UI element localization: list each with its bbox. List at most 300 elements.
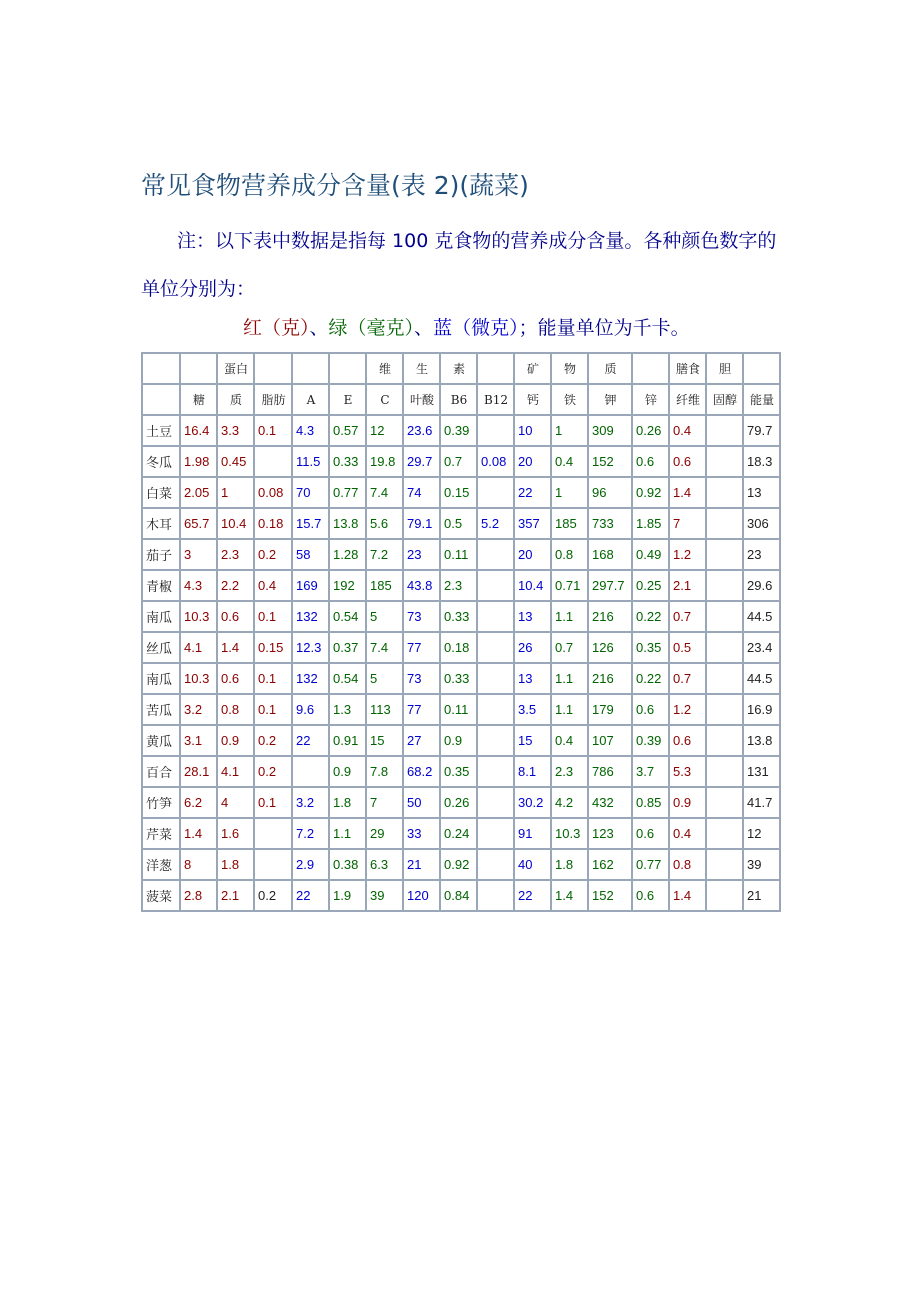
- value-cell: 23: [743, 539, 780, 570]
- value-cell: 0.49: [632, 539, 669, 570]
- value-cell: 0.7: [669, 663, 706, 694]
- value-cell: 28.1: [180, 756, 217, 787]
- value-cell: 73: [403, 663, 440, 694]
- value-cell: 0.33: [440, 601, 477, 632]
- value-cell: 7.2: [366, 539, 403, 570]
- value-cell: 0.37: [329, 632, 366, 663]
- value-cell: 2.2: [217, 570, 254, 601]
- table-row: [142, 725, 780, 756]
- unit-energy-note: ；能量单位为千卡。: [518, 317, 690, 339]
- value-cell: [706, 446, 743, 477]
- value-cell: 4.2: [551, 787, 588, 818]
- value-cell: 0.77: [329, 477, 366, 508]
- value-cell: 0.15: [440, 477, 477, 508]
- value-cell: 2.9: [292, 849, 329, 880]
- value-cell: 0.7: [440, 446, 477, 477]
- value-cell: 33: [403, 818, 440, 849]
- value-cell: 185: [366, 570, 403, 601]
- value-cell: 41.7: [743, 787, 780, 818]
- unit-red-label: 红（克）: [243, 317, 310, 339]
- value-cell: 4: [217, 787, 254, 818]
- value-cell: 179: [588, 694, 632, 725]
- header-cell: [142, 384, 180, 415]
- value-cell: 91: [514, 818, 551, 849]
- value-cell: 30.2: [514, 787, 551, 818]
- value-cell: 0.6: [217, 601, 254, 632]
- food-name-cell: 南瓜: [142, 663, 180, 694]
- unit-blue-label: 蓝（微克）: [433, 317, 519, 339]
- value-cell: 13.8: [329, 508, 366, 539]
- value-cell: [254, 818, 292, 849]
- value-cell: 11.5: [292, 446, 329, 477]
- value-cell: 2.8: [180, 880, 217, 911]
- value-cell: 68.2: [403, 756, 440, 787]
- value-cell: 2.3: [217, 539, 254, 570]
- value-cell: 0.2: [254, 756, 292, 787]
- header-cell: 膳食: [669, 353, 706, 384]
- value-cell: 10.3: [180, 663, 217, 694]
- header-cell: [743, 353, 780, 384]
- value-cell: 0.26: [632, 415, 669, 446]
- value-cell: 58: [292, 539, 329, 570]
- value-cell: 40: [514, 849, 551, 880]
- value-cell: 0.7: [669, 601, 706, 632]
- value-cell: 126: [588, 632, 632, 663]
- value-cell: 3.1: [180, 725, 217, 756]
- value-cell: 0.8: [217, 694, 254, 725]
- value-cell: 13: [514, 601, 551, 632]
- value-cell: [477, 601, 514, 632]
- food-name-cell: 青椒: [142, 570, 180, 601]
- value-cell: 0.1: [254, 663, 292, 694]
- value-cell: 107: [588, 725, 632, 756]
- value-cell: 1.1: [551, 601, 588, 632]
- value-cell: 0.9: [217, 725, 254, 756]
- value-cell: 20: [514, 539, 551, 570]
- header-cell: [632, 353, 669, 384]
- header-cell: 能量: [743, 384, 780, 415]
- value-cell: 0.15: [254, 632, 292, 663]
- unit-separator: 、: [414, 317, 434, 339]
- value-cell: 77: [403, 694, 440, 725]
- value-cell: 9.6: [292, 694, 329, 725]
- value-cell: 5: [366, 663, 403, 694]
- nutrition-table-body: [142, 353, 780, 911]
- value-cell: 0.57: [329, 415, 366, 446]
- value-cell: 0.26: [440, 787, 477, 818]
- value-cell: 0.6: [632, 694, 669, 725]
- header-cell: [329, 353, 366, 384]
- value-cell: 1: [551, 477, 588, 508]
- value-cell: 73: [403, 601, 440, 632]
- header-cell: 质: [217, 384, 254, 415]
- food-name-cell: 黄瓜: [142, 725, 180, 756]
- value-cell: 0.4: [551, 446, 588, 477]
- value-cell: 21: [403, 849, 440, 880]
- value-cell: 8.1: [514, 756, 551, 787]
- value-cell: 79.1: [403, 508, 440, 539]
- value-cell: 1.28: [329, 539, 366, 570]
- page-title: 常见食物营养成分含量(表 2)(蔬菜): [141, 171, 529, 200]
- value-cell: 1.8: [551, 849, 588, 880]
- value-cell: 0.39: [632, 725, 669, 756]
- value-cell: 1.1: [551, 694, 588, 725]
- value-cell: 733: [588, 508, 632, 539]
- value-cell: 3.2: [180, 694, 217, 725]
- value-cell: 4.1: [217, 756, 254, 787]
- value-cell: 7: [669, 508, 706, 539]
- value-cell: 5.3: [669, 756, 706, 787]
- value-cell: 0.77: [632, 849, 669, 880]
- table-row: [142, 601, 780, 632]
- value-cell: 2.05: [180, 477, 217, 508]
- value-cell: [477, 756, 514, 787]
- value-cell: 5: [366, 601, 403, 632]
- unit-green-label: 绿（毫克）: [328, 317, 415, 339]
- value-cell: 1.6: [217, 818, 254, 849]
- header-cell: 矿: [514, 353, 551, 384]
- header-cell: B6: [440, 384, 477, 415]
- table-row: [142, 694, 780, 725]
- value-cell: 29: [366, 818, 403, 849]
- header-cell: 纤维: [669, 384, 706, 415]
- header-cell: 钾: [588, 384, 632, 415]
- value-cell: 77: [403, 632, 440, 663]
- header-cell: [254, 353, 292, 384]
- value-cell: 0.92: [440, 849, 477, 880]
- value-cell: 1.1: [551, 663, 588, 694]
- value-cell: 12.3: [292, 632, 329, 663]
- food-name-cell: 土豆: [142, 415, 180, 446]
- value-cell: 2.3: [551, 756, 588, 787]
- value-cell: [706, 694, 743, 725]
- value-cell: [706, 601, 743, 632]
- value-cell: 39: [366, 880, 403, 911]
- table-row: [142, 787, 780, 818]
- header-cell: [142, 353, 180, 384]
- value-cell: 0.54: [329, 663, 366, 694]
- note-text: 注：以下表中数据是指每 100 克食物的营养成分含量。各种颜色数字的单位分别为：: [141, 230, 777, 300]
- value-cell: 13: [514, 663, 551, 694]
- value-cell: 12: [366, 415, 403, 446]
- value-cell: [477, 787, 514, 818]
- table-row: [142, 849, 780, 880]
- value-cell: 15.7: [292, 508, 329, 539]
- header-cell: B12: [477, 384, 514, 415]
- value-cell: 22: [292, 880, 329, 911]
- value-cell: 6.2: [180, 787, 217, 818]
- value-cell: 4.3: [180, 570, 217, 601]
- value-cell: 786: [588, 756, 632, 787]
- value-cell: 7.4: [366, 632, 403, 663]
- food-name-cell: 菠菜: [142, 880, 180, 911]
- value-cell: 21: [743, 880, 780, 911]
- value-cell: 0.22: [632, 663, 669, 694]
- header-cell: 铁: [551, 384, 588, 415]
- value-cell: 10.4: [514, 570, 551, 601]
- value-cell: 0.8: [551, 539, 588, 570]
- value-cell: 0.54: [329, 601, 366, 632]
- value-cell: [477, 477, 514, 508]
- value-cell: 1.4: [669, 477, 706, 508]
- value-cell: 0.5: [669, 632, 706, 663]
- value-cell: [706, 477, 743, 508]
- value-cell: [254, 849, 292, 880]
- value-cell: 39: [743, 849, 780, 880]
- value-cell: 16.4: [180, 415, 217, 446]
- header-row-columns: [142, 384, 780, 415]
- value-cell: 0.24: [440, 818, 477, 849]
- value-cell: 162: [588, 849, 632, 880]
- value-cell: 50: [403, 787, 440, 818]
- value-cell: 0.2: [254, 880, 292, 911]
- header-cell: C: [366, 384, 403, 415]
- value-cell: 123: [588, 818, 632, 849]
- header-cell: A: [292, 384, 329, 415]
- food-name-cell: 苦瓜: [142, 694, 180, 725]
- value-cell: 432: [588, 787, 632, 818]
- value-cell: 0.33: [329, 446, 366, 477]
- header-cell: 钙: [514, 384, 551, 415]
- value-cell: 74: [403, 477, 440, 508]
- unit-separator: 、: [309, 317, 329, 339]
- value-cell: [706, 570, 743, 601]
- header-cell: 质: [588, 353, 632, 384]
- value-cell: 0.45: [217, 446, 254, 477]
- header-cell: 蛋白: [217, 353, 254, 384]
- value-cell: 113: [366, 694, 403, 725]
- value-cell: 152: [588, 446, 632, 477]
- value-cell: 0.2: [254, 725, 292, 756]
- header-cell: 脂肪: [254, 384, 292, 415]
- value-cell: 0.35: [632, 632, 669, 663]
- food-name-cell: 冬瓜: [142, 446, 180, 477]
- value-cell: 12: [743, 818, 780, 849]
- value-cell: 0.6: [632, 818, 669, 849]
- value-cell: [477, 880, 514, 911]
- value-cell: 0.4: [551, 725, 588, 756]
- value-cell: 185: [551, 508, 588, 539]
- value-cell: 0.2: [254, 539, 292, 570]
- value-cell: 309: [588, 415, 632, 446]
- value-cell: 10: [514, 415, 551, 446]
- value-cell: 13.8: [743, 725, 780, 756]
- value-cell: 15: [514, 725, 551, 756]
- food-name-cell: 芹菜: [142, 818, 180, 849]
- value-cell: 27: [403, 725, 440, 756]
- value-cell: 5.2: [477, 508, 514, 539]
- value-cell: [706, 880, 743, 911]
- value-cell: 29.6: [743, 570, 780, 601]
- value-cell: 216: [588, 601, 632, 632]
- food-name-cell: 木耳: [142, 508, 180, 539]
- value-cell: 1.98: [180, 446, 217, 477]
- value-cell: 0.71: [551, 570, 588, 601]
- value-cell: 132: [292, 601, 329, 632]
- value-cell: 16.9: [743, 694, 780, 725]
- value-cell: 96: [588, 477, 632, 508]
- table-row: [142, 539, 780, 570]
- value-cell: 1.8: [217, 849, 254, 880]
- value-cell: 10.3: [551, 818, 588, 849]
- value-cell: 44.5: [743, 663, 780, 694]
- value-cell: 0.4: [669, 415, 706, 446]
- value-cell: 20: [514, 446, 551, 477]
- value-cell: 0.39: [440, 415, 477, 446]
- value-cell: [706, 415, 743, 446]
- table-row: [142, 477, 780, 508]
- value-cell: 0.6: [217, 663, 254, 694]
- value-cell: 23: [403, 539, 440, 570]
- value-cell: 8: [180, 849, 217, 880]
- value-cell: 6.3: [366, 849, 403, 880]
- value-cell: 1.1: [329, 818, 366, 849]
- value-cell: 0.35: [440, 756, 477, 787]
- value-cell: 1.4: [180, 818, 217, 849]
- value-cell: 2.1: [217, 880, 254, 911]
- value-cell: 0.11: [440, 539, 477, 570]
- value-cell: [706, 818, 743, 849]
- value-cell: 22: [514, 477, 551, 508]
- value-cell: 0.08: [477, 446, 514, 477]
- units-legend: [243, 313, 690, 340]
- value-cell: 65.7: [180, 508, 217, 539]
- value-cell: 0.9: [440, 725, 477, 756]
- value-cell: 19.8: [366, 446, 403, 477]
- value-cell: 3.5: [514, 694, 551, 725]
- header-cell: 物: [551, 353, 588, 384]
- value-cell: 152: [588, 880, 632, 911]
- value-cell: 1.9: [329, 880, 366, 911]
- value-cell: 0.1: [254, 787, 292, 818]
- value-cell: [477, 570, 514, 601]
- header-cell: [292, 353, 329, 384]
- value-cell: 0.1: [254, 694, 292, 725]
- value-cell: 0.38: [329, 849, 366, 880]
- value-cell: 120: [403, 880, 440, 911]
- value-cell: 306: [743, 508, 780, 539]
- value-cell: 0.1: [254, 415, 292, 446]
- value-cell: [706, 539, 743, 570]
- table-row: [142, 508, 780, 539]
- value-cell: [477, 632, 514, 663]
- value-cell: [292, 756, 329, 787]
- value-cell: [706, 849, 743, 880]
- table-row: [142, 570, 780, 601]
- value-cell: [477, 849, 514, 880]
- table-row: [142, 632, 780, 663]
- value-cell: 1.85: [632, 508, 669, 539]
- value-cell: 297.7: [588, 570, 632, 601]
- header-row-group: [142, 353, 780, 384]
- value-cell: [477, 694, 514, 725]
- value-cell: 131: [743, 756, 780, 787]
- value-cell: 0.11: [440, 694, 477, 725]
- value-cell: 79.7: [743, 415, 780, 446]
- value-cell: 10.3: [180, 601, 217, 632]
- food-name-cell: 竹笋: [142, 787, 180, 818]
- value-cell: 5.6: [366, 508, 403, 539]
- value-cell: 0.6: [632, 446, 669, 477]
- value-cell: 29.7: [403, 446, 440, 477]
- header-cell: 素: [440, 353, 477, 384]
- value-cell: 2.1: [669, 570, 706, 601]
- food-name-cell: 白菜: [142, 477, 180, 508]
- value-cell: [706, 508, 743, 539]
- value-cell: 3: [180, 539, 217, 570]
- value-cell: 0.92: [632, 477, 669, 508]
- value-cell: 0.8: [669, 849, 706, 880]
- value-cell: 0.18: [440, 632, 477, 663]
- value-cell: 4.1: [180, 632, 217, 663]
- value-cell: 0.85: [632, 787, 669, 818]
- table-row: [142, 415, 780, 446]
- value-cell: 1.3: [329, 694, 366, 725]
- value-cell: 132: [292, 663, 329, 694]
- value-cell: 1.8: [329, 787, 366, 818]
- value-cell: 0.91: [329, 725, 366, 756]
- header-cell: [477, 353, 514, 384]
- value-cell: 0.9: [669, 787, 706, 818]
- value-cell: 1.4: [217, 632, 254, 663]
- value-cell: 22: [514, 880, 551, 911]
- value-cell: 2.3: [440, 570, 477, 601]
- value-cell: 0.18: [254, 508, 292, 539]
- value-cell: 0.1: [254, 601, 292, 632]
- value-cell: 0.4: [254, 570, 292, 601]
- value-cell: 1.4: [551, 880, 588, 911]
- value-cell: 216: [588, 663, 632, 694]
- value-cell: 0.08: [254, 477, 292, 508]
- value-cell: 7.8: [366, 756, 403, 787]
- value-cell: [477, 663, 514, 694]
- value-cell: 168: [588, 539, 632, 570]
- table-row: [142, 756, 780, 787]
- value-cell: 1.2: [669, 539, 706, 570]
- value-cell: 23.4: [743, 632, 780, 663]
- food-name-cell: 茄子: [142, 539, 180, 570]
- value-cell: 13: [743, 477, 780, 508]
- header-cell: 维: [366, 353, 403, 384]
- value-cell: 3.2: [292, 787, 329, 818]
- header-cell: 固醇: [706, 384, 743, 415]
- food-name-cell: 百合: [142, 756, 180, 787]
- header-cell: 锌: [632, 384, 669, 415]
- table-row: [142, 818, 780, 849]
- value-cell: 0.84: [440, 880, 477, 911]
- value-cell: [706, 632, 743, 663]
- value-cell: 0.9: [329, 756, 366, 787]
- value-cell: 1.2: [669, 694, 706, 725]
- table-row: [142, 663, 780, 694]
- value-cell: 3.3: [217, 415, 254, 446]
- value-cell: 169: [292, 570, 329, 601]
- table-row: [142, 880, 780, 911]
- value-cell: 357: [514, 508, 551, 539]
- value-cell: 0.7: [551, 632, 588, 663]
- value-cell: 22: [292, 725, 329, 756]
- value-cell: 70: [292, 477, 329, 508]
- value-cell: 10.4: [217, 508, 254, 539]
- food-name-cell: 丝瓜: [142, 632, 180, 663]
- value-cell: 1: [217, 477, 254, 508]
- value-cell: 192: [329, 570, 366, 601]
- value-cell: [477, 415, 514, 446]
- value-cell: 7: [366, 787, 403, 818]
- value-cell: 0.6: [632, 880, 669, 911]
- food-name-cell: 南瓜: [142, 601, 180, 632]
- value-cell: [477, 725, 514, 756]
